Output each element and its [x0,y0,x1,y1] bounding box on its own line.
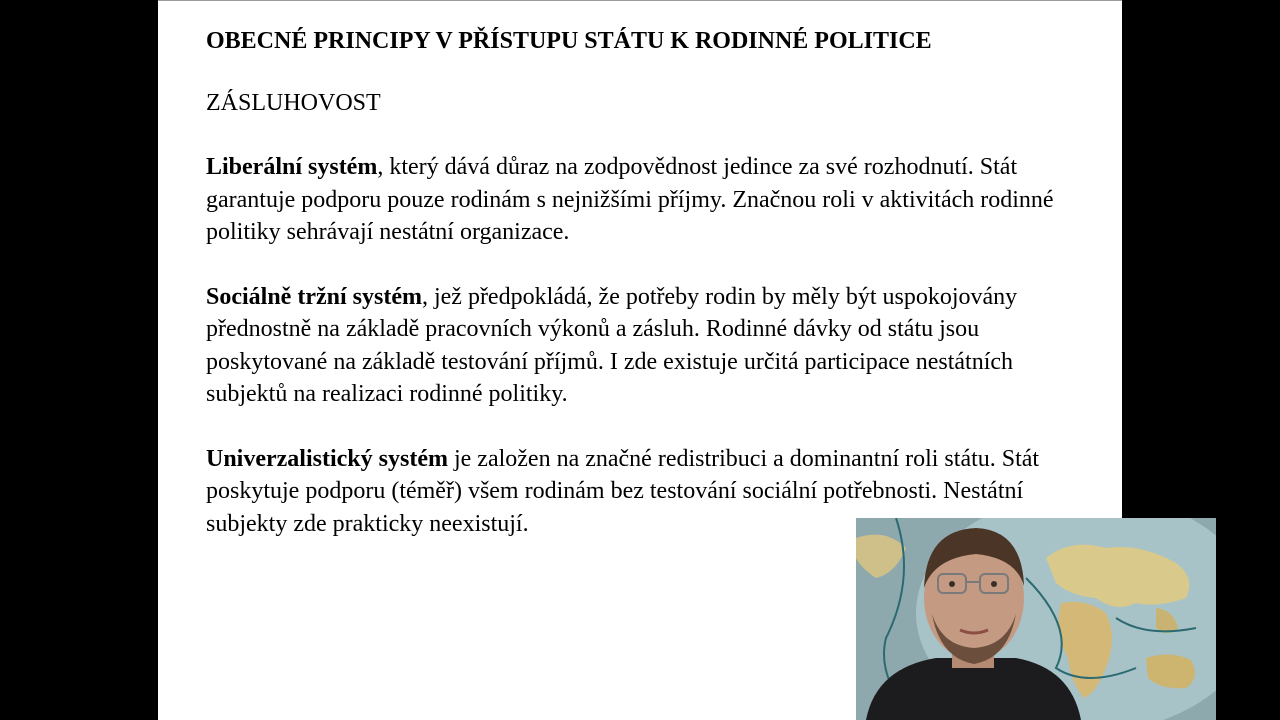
text-liberal: , který dává důraz na zodpovědnost jedince za své rozhodnutí. Stát garantuje podporu pouze rodinám s nejnižšími příjmy. Značnou roli v aktivitách rodinné politiky sehrávají nestátní organizace. [206,154,1054,245]
slide-title: OBECNÉ PRINCIPY V PŘÍSTUPU STÁTU K RODINNÉ POLITICE [206,28,932,54]
paragraph-social-market [206,281,1086,411]
slide-subtitle: ZÁSLUHOVOST [206,90,381,116]
text-universalist: je založen na značné redistribuci a dominantní roli státu. Stát poskytuje podporu (téměř) všem rodinám bez testování sociální potřebnosti. Nestátní subjekty zde prakticky neexistují. [206,445,1040,537]
term-social-market: Sociálně tržní systém [206,283,422,310]
paragraph-liberal [206,151,1086,249]
text-social-market: , jež předpokládá, že potřeby rodin by měly být uspokojovány přednostně na základě pracovních výkonů a zásluh. Rodinné dávky od státu jsou poskytované na základě testování příjmů. I zde existuje určitá participace nestátních subjektů na realizaci rodinné politiky. [206,283,1018,407]
term-universalist: Univerzalistický systém [206,445,448,472]
webcam-overlay [856,518,1216,720]
webcam-image [856,518,1216,720]
slide-content [206,23,1086,572]
term-liberal: Liberální systém [206,154,378,180]
